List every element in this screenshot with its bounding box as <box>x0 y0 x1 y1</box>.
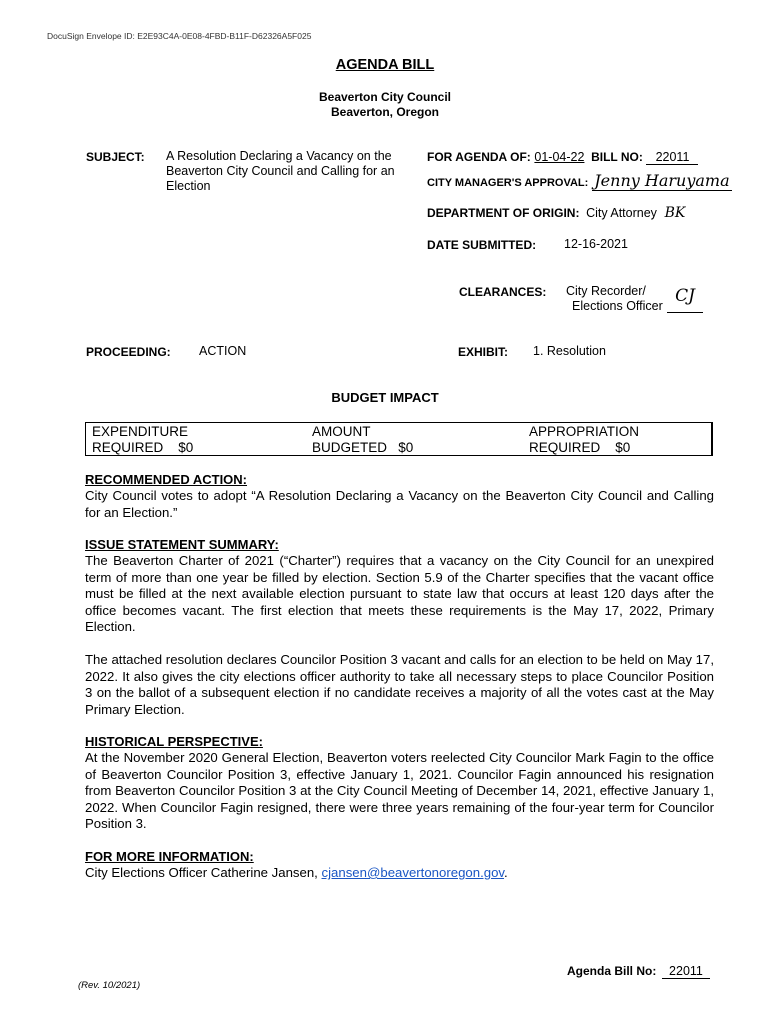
footer-bill-no <box>567 963 710 979</box>
more-info-suffix: . <box>504 865 508 880</box>
budget-appropriation <box>529 424 639 456</box>
budget-amount-value: BUDGETED $0 <box>312 440 414 455</box>
date-label: DATE SUBMITTED: <box>427 238 537 252</box>
revision-note: (Rev. 10/2021) <box>78 980 141 991</box>
more-info-heading: FOR MORE INFORMATION: <box>85 849 254 864</box>
subject-line-2: Beaverton City Council and Calling for an <box>166 164 395 178</box>
exhibit-value: 1. Resolution <box>533 344 606 358</box>
dept-value: City Attorney <box>586 206 657 220</box>
issue-paragraph-2: The attached resolution declares Councilor Position 3 vacant and calls for an election to be held on May 17, 2022. It also gives the city elections officer authority to take all necessary steps to place Councilor Position 3 on the ballot of a subsequent election if no candidate receives a majority of all the votes cast at the May Primary Election. <box>85 652 714 717</box>
history-text: At the November 2020 General Election, Beaverton voters reelected City Councilor Mark Fagin to the office of Beaverton Councilor Position 3, effective January 1, 2021. Councilor Fagin announced his resignation from Beaverton Councilor Position 3 at the City Council Meeting of December 14, 2021, effective January 1, 2022. When Councilor Fagin resigned, there were three years remaining of the four-year term for Councilor Position 3. <box>85 750 714 831</box>
subject-line-1: A Resolution Declaring a Vacancy on the <box>166 149 392 163</box>
cm-approval-row <box>427 171 732 191</box>
envelope-id: DocuSign Envelope ID: E2E93C4A-0E08-4FBD-B11F-D62326A5F025 <box>47 31 312 41</box>
for-agenda-value: 01-04-22 <box>534 150 585 164</box>
issue-heading: ISSUE STATEMENT SUMMARY: <box>85 537 279 552</box>
budget-table <box>85 422 713 456</box>
dept-label: DEPARTMENT OF ORIGIN: <box>427 206 580 220</box>
bill-no-value: 22011 <box>646 150 698 165</box>
budget-amount-label: AMOUNT <box>312 424 371 439</box>
dept-initials: BK <box>664 205 686 221</box>
date-row <box>427 237 536 252</box>
proceeding-label: PROCEEDING: <box>86 345 171 359</box>
budget-amount <box>312 424 413 456</box>
history-heading: HISTORICAL PERSPECTIVE: <box>85 734 263 749</box>
org-location: Beaverton, Oregon <box>330 105 440 119</box>
recommended-heading: RECOMMENDED ACTION: <box>85 472 248 487</box>
exhibit-label: EXHIBIT: <box>458 345 509 359</box>
clearances-initials: CJ <box>667 286 703 313</box>
budget-appropriation-value: REQUIRED $0 <box>529 440 631 455</box>
more-info-prefix: City Elections Officer Catherine Jansen, <box>85 865 322 880</box>
footer-bill-no-value: 22011 <box>662 964 710 979</box>
dept-row <box>427 205 685 221</box>
recommended-text: City Council votes to adopt “A Resolution Declaring a Vacancy on the Beaverton City Council and Calling for an Election.” <box>85 488 714 520</box>
email-link[interactable]: cjansen@beavertonoregon.gov <box>321 865 505 880</box>
budget-heading: BUDGET IMPACT <box>331 390 439 405</box>
bill-no-label: BILL NO: <box>591 150 643 164</box>
clearances-label: CLEARANCES: <box>459 285 547 299</box>
budget-expenditure <box>92 424 193 456</box>
budget-expenditure-value: REQUIRED $0 <box>92 440 194 455</box>
cm-signature: Jenny Haruyama <box>592 171 732 191</box>
clearances-line-1: City Recorder/ <box>566 284 646 298</box>
page-title: AGENDA BILL <box>335 57 435 73</box>
clearances-line-2: Elections Officer <box>572 299 663 313</box>
budget-appropriation-label: APPROPRIATION <box>529 424 640 439</box>
subject-line-3: Election <box>166 179 211 193</box>
org-name: Beaverton City Council <box>318 90 452 104</box>
issue-paragraph-1: The Beaverton Charter of 2021 (“Charter”) requires that a vacancy on the City Council for an unexpired term of more than one year be filled by election. Section 5.9 of the Charter specifies that the vacant office must be filled at the next available election pursuant to state law that occurs at least 120 days after the office becomes vacant. The first election that meets these requirements is the May 17, 2022, Primary Election. <box>85 553 714 634</box>
proceeding-value: ACTION <box>199 344 247 358</box>
subject-text <box>166 149 395 194</box>
for-agenda-label: FOR AGENDA OF: <box>427 150 531 164</box>
cm-approval-label: CITY MANAGER'S APPROVAL: <box>427 177 589 189</box>
footer-bill-no-label: Agenda Bill No: <box>567 964 657 978</box>
more-info-text <box>85 865 508 880</box>
subject-label: SUBJECT: <box>86 150 145 164</box>
date-value: 12-16-2021 <box>564 237 628 251</box>
budget-expenditure-label: EXPENDITURE <box>92 424 189 439</box>
for-agenda-row <box>427 149 698 165</box>
